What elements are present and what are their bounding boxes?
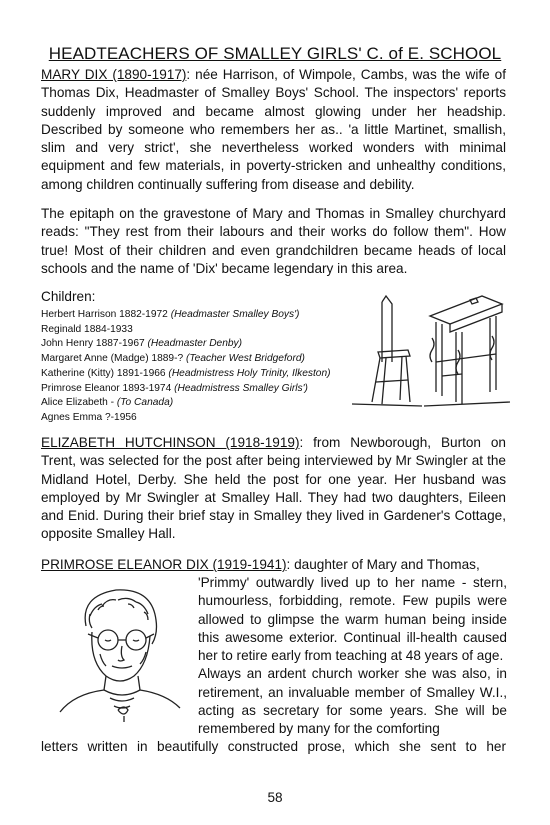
child-entry: Agnes Emma ?-1956 (41, 411, 137, 423)
mary-dix-heading: MARY DIX (1890-1917) (41, 67, 187, 82)
primrose-dix-wrapped-text (198, 574, 507, 739)
child-entry: Katherine (Kitty) 1891-1966 (Headmistress Holy Trinity, Ilkeston) (41, 367, 331, 379)
elizabeth-hutchinson-heading: ELIZABETH HUTCHINSON (1918-1919) (41, 435, 300, 450)
primrose-dix-heading: PRIMROSE ELEANOR DIX (1919-1941) (41, 557, 287, 572)
primrose-dix-description: 'Primmy' outwardly lived up to her name - stern, humourless, forbidding, remote. Few pupils were allowed to glimpse the warm human being inside this awesome exterior. Continual ill-health caused her to retire early from teaching at 48 years of age. (198, 575, 507, 664)
elizabeth-hutchinson-paragraph (41, 434, 506, 544)
child-entry: Primrose Eleanor 1893-1974 (Headmistress Smalley Girls') (41, 382, 308, 394)
page-number: 58 (267, 790, 283, 805)
child-entry: John Henry 1887-1967 (Headmaster Denby) (41, 338, 243, 350)
primrose-dix-intro: : daughter of Mary and Thomas, (286, 557, 480, 572)
page-title: HEADTEACHERS OF SMALLEY GIRLS' C. of E. SCHOOL (48, 44, 502, 63)
primrose-dix-retirement: Always an ardent church worker she was also, in retirement, an invaluable member of Smalley W.I., acting as secretary for some years. She will be remembered by many for the comforting (198, 666, 507, 737)
child-entry: Alice Elizabeth - (To Canada) (41, 397, 174, 409)
mary-dix-paragraph (41, 66, 506, 194)
child-entry: Herbert Harrison 1882-1972 (Headmaster Smalley Boys') (41, 309, 300, 320)
children-heading: Children: (41, 289, 96, 304)
primrose-dix-continuation: letters written in beautifully constructed prose, which she sent to her (41, 739, 506, 754)
portrait-illustration (58, 582, 186, 732)
school-desk-chair-illustration (352, 292, 512, 412)
elizabeth-hutchinson-text: : from Newborough, Burton on Trent, was selected for the post after being interviewed by Mr Swingler at the Midland Hotel, Derby. She held the post for one year. Her husband was employed by Mr Swingler at Smalley Hall. They had two daughters, Eileen and Enid. During their brief stay in Smalley they lived in Gardener's Cottage, opposite Smalley Hall. (41, 435, 506, 542)
epitaph-paragraph: The epitaph on the gravestone of Mary and Thomas in Smalley churchyard reads: "They rest from their labours and their works do follow them". How true! Most of their children and even grandchildren became heads of local schools and the name of 'Dix' became legendary in this area. (41, 206, 506, 276)
primrose-dix-paragraph (41, 556, 506, 574)
child-entry: Reginald 1884-1933 (41, 323, 133, 335)
children-list (41, 308, 381, 426)
child-entry: Margaret Anne (Madge) 1889-? (Teacher West Bridgeford) (41, 353, 305, 365)
mary-dix-text: : née Harrison, of Wimpole, Cambs, was the wife of Thomas Dix, Headmaster of Smalley Boys' School. The inspectors' reports suddenly improved and became almost glowing under her headship. Described by someone who remembers her as.. 'a little Martinet, smallish, slim and very strict', she nevertheless worked wonders with minimal equipment and few materials, in poverty-stricken and unhealthy conditions, among children continually suffering from disease and debility. (41, 67, 507, 192)
